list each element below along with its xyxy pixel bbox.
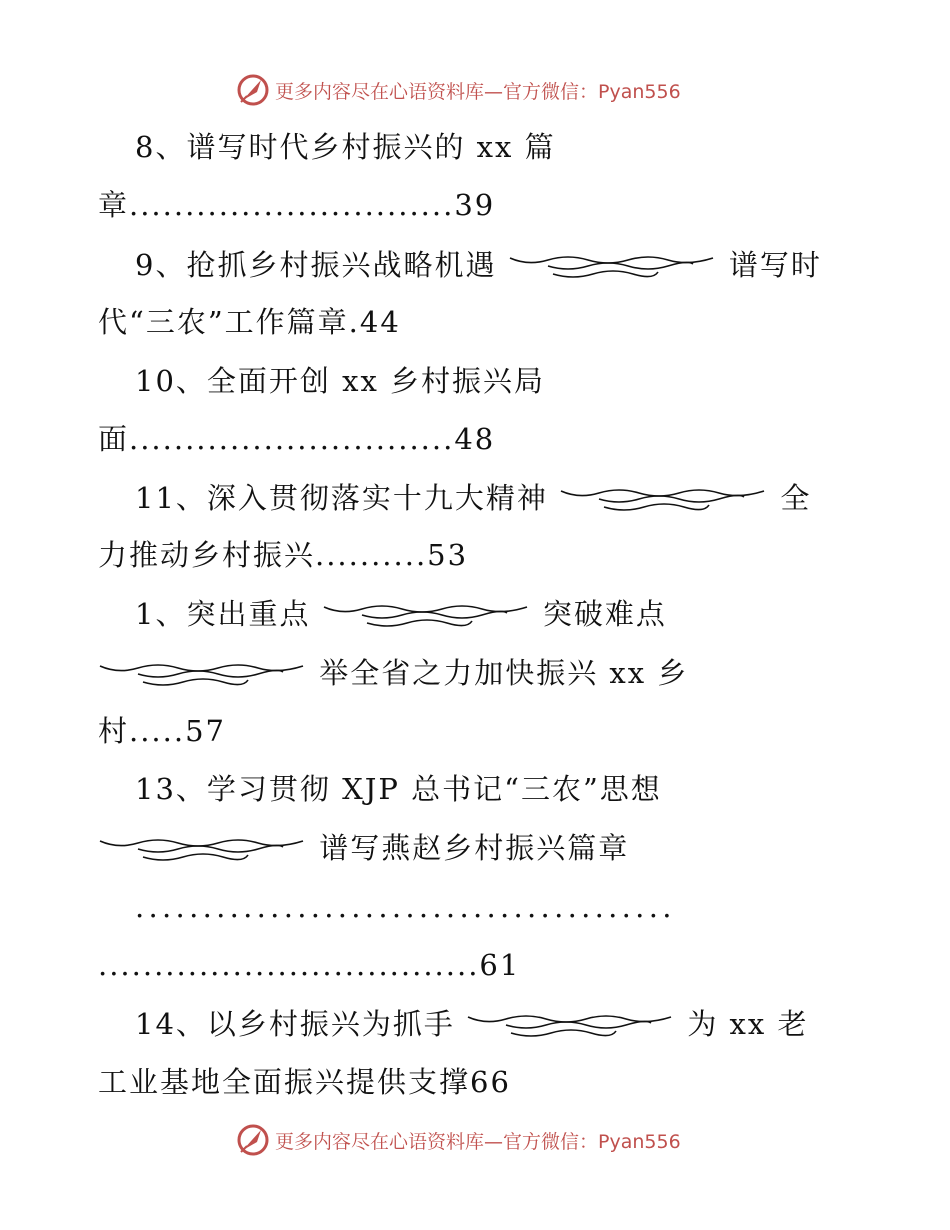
tilde-dash-icon xyxy=(508,250,718,284)
toc-line xyxy=(135,245,822,285)
banner-text: 更多内容尽在心语资料库—官方微信：Pyan556 xyxy=(275,80,681,103)
toc-text: 10、全面开创 xx 乡村振兴局 xyxy=(135,364,546,398)
toc-text: 全 xyxy=(780,481,812,515)
toc-text: 代“三农”工作篇章.44 xyxy=(98,305,401,339)
tilde-dash-icon xyxy=(559,483,769,517)
toc-text: 工业基地全面振兴提供支撑66 xyxy=(98,1065,511,1099)
toc-dots: ........................................ xyxy=(135,890,676,924)
toc-line xyxy=(98,653,688,693)
toc-text: 突破难点 xyxy=(542,597,667,631)
toc-line xyxy=(98,185,495,225)
toc-text: 力推动乡村振兴..........53 xyxy=(98,538,469,572)
toc-line xyxy=(135,1004,809,1044)
toc-line xyxy=(98,711,226,751)
toc-text: 11、深入贯彻落实十九大精神 xyxy=(135,481,548,515)
tilde-dash-icon xyxy=(466,1009,676,1043)
quill-logo-icon xyxy=(235,1122,271,1158)
toc-line xyxy=(98,828,629,868)
toc-text: 1、突出重点 xyxy=(135,597,311,631)
toc-text: 谱写燕赵乡村振兴篇章 xyxy=(319,831,630,865)
banner-text: 更多内容尽在心语资料库—官方微信：Pyan556 xyxy=(275,1130,681,1153)
toc-text: 13、学习贯彻 XJP 总书记“三农”思想 xyxy=(135,772,662,806)
toc-line xyxy=(98,1062,511,1102)
footer-banner xyxy=(235,1120,715,1160)
toc-line xyxy=(135,127,556,167)
toc-line xyxy=(135,361,545,401)
toc-text: 村.....57 xyxy=(98,714,226,748)
toc-line xyxy=(135,478,811,518)
toc-text: 9、抢抓乡村振兴战略机遇 xyxy=(135,248,497,282)
tilde-dash-icon xyxy=(98,833,308,867)
tilde-dash-icon xyxy=(322,599,532,633)
quill-logo-icon xyxy=(235,72,271,108)
toc-text: 14、以乡村振兴为抓手 xyxy=(135,1007,455,1041)
toc-line xyxy=(98,302,401,342)
toc-line xyxy=(98,419,495,459)
toc-text: 谱写时 xyxy=(728,248,822,282)
toc-text: 8、谱写时代乡村振兴的 xx 篇 xyxy=(135,130,556,164)
toc-line xyxy=(135,887,676,927)
header-banner xyxy=(235,70,715,110)
tilde-dash-icon xyxy=(98,658,308,692)
toc-text: 举全省之力加快振兴 xx 乡 xyxy=(319,656,689,690)
toc-text: 章.............................39 xyxy=(98,188,496,222)
toc-line xyxy=(135,594,667,634)
toc-text: ..................................61 xyxy=(98,948,521,982)
toc-line xyxy=(135,769,662,809)
toc-text: 为 xx 老 xyxy=(687,1007,809,1041)
toc-text: 面.............................48 xyxy=(98,422,496,456)
toc-line xyxy=(98,535,468,575)
toc-line xyxy=(98,945,520,985)
